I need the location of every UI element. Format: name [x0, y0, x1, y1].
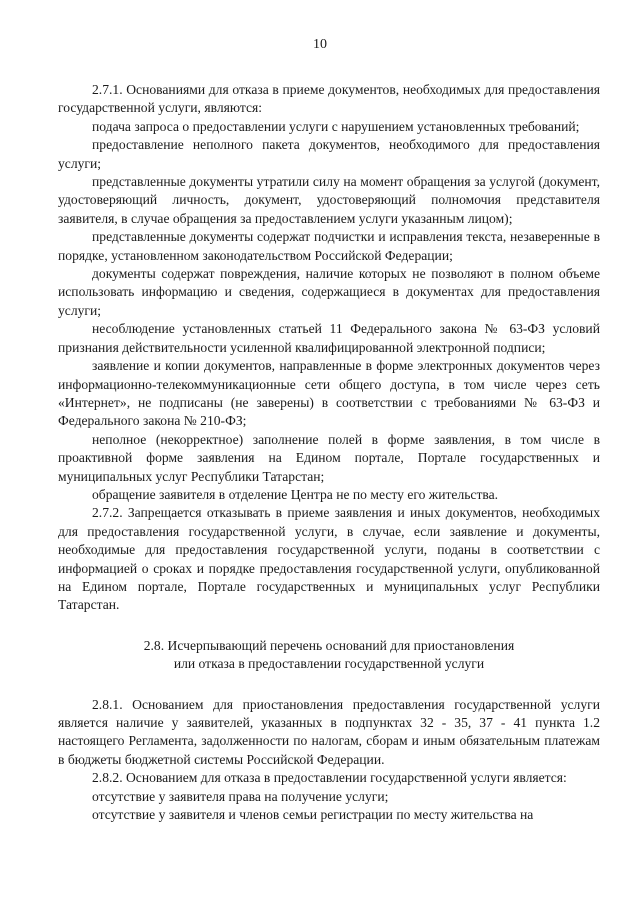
document-body: [58, 81, 600, 824]
section-heading-line-2: или отказа в предоставлении государственной услуги: [173, 656, 485, 672]
page-number: 10: [313, 37, 327, 52]
paragraph-2-7-2: 2.7.2. Запрещается отказывать в приеме заявления и иных документов, необходимых для предоставления государственной услуги, в случае, если заявление и документы, необходимые для предоставления государственной услуги, поданы в соответствии с информацией о сроках и порядке предоставления государственной услуги, опубликованной на Едином портале, Портале государственных и муниципальных услуг Республики Татарстан.: [58, 505, 600, 613]
paragraph-2-7-1: 2.7.1. Основаниями для отказа в приеме документов, необходимых для предоставления государственной услуги, являются:: [58, 82, 600, 116]
list-item: несоблюдение установленных статьей 11 Федерального закона № 63-ФЗ условий признания действительности усиленной квалифицированной электронной подписи;: [58, 321, 600, 355]
list-item: отсутствие у заявителя и членов семьи регистрации по месту жительства на: [92, 807, 534, 823]
list-item: заявление и копии документов, направленные в форме электронных документов через информационно-телекоммуникационные сети общего доступа, в том числе через сеть «Интернет», не подписаны (не заверены) в соответствии с требованиями № 63-ФЗ и Федерального закона № 210-ФЗ;: [58, 358, 600, 429]
list-item: представленные документы утратили силу на момент обращения за услугой (документ, удостоверяющий личность, документ, удостоверяющий полномочия представителя заявителя, в случае обращения за предоставлением услуги указанным лицом);: [58, 174, 600, 226]
spacer: [58, 674, 600, 696]
list-item: подача запроса о предоставлении услуги с нарушением установленных требований;: [92, 118, 580, 134]
list-item: документы содержат повреждения, наличие которых не позволяют в полном объеме использовать информацию и сведения, содержащиеся в документах для предоставления услуги;: [58, 266, 600, 318]
list-item: отсутствие у заявителя права на получение услуги;: [92, 788, 389, 804]
paragraph-2-8-2: 2.8.2. Основанием для отказа в предоставлении государственной услуги является:: [92, 770, 567, 786]
section-heading-line-1: 2.8. Исчерпывающий перечень оснований для приостановления: [143, 637, 515, 653]
list-item: обращение заявителя в отделение Центра не по месту его жительства.: [92, 486, 499, 502]
paragraph-2-8-1: 2.8.1. Основанием для приостановления предоставления государственной услуги является наличие у заявителей, указанных в подпунктах 32 - 35, 37 - 41 пункта 1.2 настоящего Регламента, задолженности по налогам, сборам и иным обязательным платежам в бюджеты бюджетной системы Российской Федерации.: [58, 696, 600, 767]
list-item: представленные документы содержат подчистки и исправления текста, незаверенные в порядке, установленном законодательством Российской Федерации;: [58, 229, 600, 263]
list-item: предоставление неполного пакета документов, необходимого для предоставления услуги;: [58, 137, 600, 171]
list-item: неполное (некорректное) заполнение полей в форме заявления, в том числе в проактивной форме заявления на Едином портале, Портале государственных и муниципальных услуг Республики Татарстан;: [58, 431, 600, 484]
spacer: [58, 615, 600, 637]
